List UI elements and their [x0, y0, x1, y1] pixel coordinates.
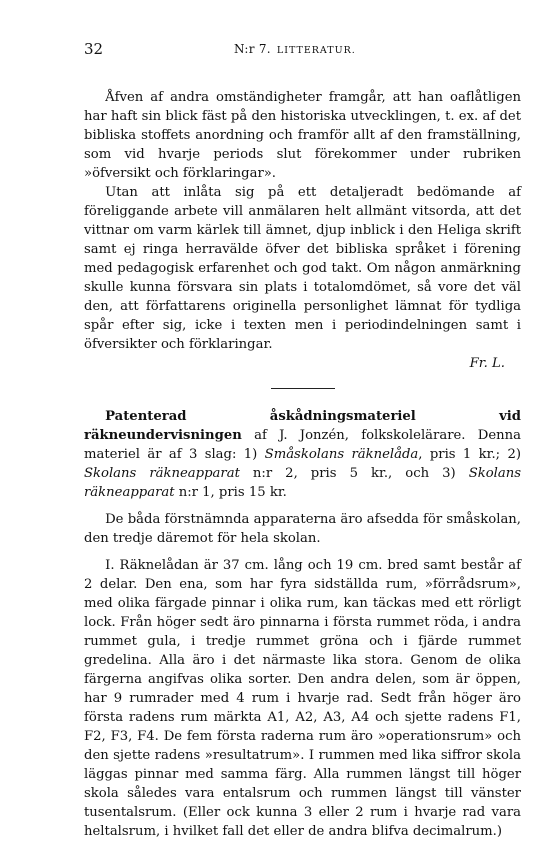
- paragraph-gap: [84, 548, 521, 556]
- review-paragraph: Utan att inlåta sig på ett detaljeradt bedömande af föreliggande arbete vill anmälaren helt allmänt vitsorda, att det vittnar om varm kärlek till ämnet, djup inblick i den Heliga skrift samt ej ringa herravälde öfver det bibliska språket i förening med pedagogisk erfarenhet och god takt. Om någon anmärkning skulle kunna försvara sin plats i totalomdömet, så vore det väl den, att författarens originella personlighet lämnat för tydliga spår efter sig, icke i texten men i periodindelningen samt i öfversikter och förklaringar.: [84, 185, 521, 352]
- paragraph-gap: [84, 502, 521, 510]
- notice-item-price: n:r 2, pris 5 kr., och 3): [239, 466, 469, 481]
- section-title: LITTERATUR.: [276, 45, 356, 56]
- notice-item-price: n:r 1, pris 15 kr.: [174, 485, 287, 500]
- running-head: [234, 42, 356, 56]
- issue-number: N:r 7.: [234, 42, 271, 56]
- notice-intro-text: , folkskolelärare. Denna materiel är af 3 slag: 1): [84, 428, 521, 462]
- page-header: [84, 40, 521, 58]
- notice-item-title: Skolans räkneapparat: [84, 466, 240, 481]
- notice-intro-text: af: [241, 428, 280, 443]
- notice-paragraph: De båda förstnämnda apparaterna äro afsedda för småskolan, den tredje däremot för hela skolan.: [84, 512, 521, 546]
- notice-item-title: Småskolans räknelåda: [264, 447, 419, 462]
- section-divider: [271, 388, 335, 389]
- review-section: [84, 88, 521, 373]
- notice-item-price: , pris 1 kr.; 2): [418, 447, 521, 462]
- notice-paragraph: I. Räknelådan är 37 cm. lång och 19 cm. bred samt består af 2 delar. Den ena, som har fyra sidställda rum, »förrådsrum», med olika färgade pinnar i olika rum, kan täckas med ett rörligt lock. Från höger sedt äro pinnarna i första rummet röda, i andra rummet gula, i tredje rummet gröna och i fjärde rummet gredelina. Alla äro i det närmaste lika stora. Genom de olika färgerna angifvas olika sorter. Den andra delen, som är öppen, har 9 rumrader med 4 rum i hvarje rad. Sedt från höger äro första radens rum märkta A1, A2, A3, A4 och sjette radens F1, F2, F3, F4. De fem första raderna rum äro »operationsrum» och den sjette radens »resultatrum». I rummen med lika siffror skola läggas pinnar med samma färg. Alla rummen längst till höger skola således vara entalsrum och rummen längst till vänster tusentalsrum. (Eller ock kunna 3 eller 2 rum i hvarje rad vara heltalsrum, i hvilket fall det eller de andra blifva decimalrum.): [84, 558, 521, 839]
- notice-item-title: Skolans räkneapparat: [84, 466, 521, 500]
- notice-intro: [84, 407, 521, 502]
- page-number: 32: [84, 40, 104, 58]
- notice-section: [84, 407, 521, 841]
- notice-title: Patenterad åskådningsmateriel vid räkneundervisningen: [84, 409, 521, 443]
- review-signature: Fr. L.: [469, 356, 505, 371]
- notice-author: J. Jonzén: [279, 428, 345, 443]
- review-paragraph: Åfven af andra omständigheter framgår, att han oaflåtligen har haft sin blick fäst på den historiska utvecklingen, t. ex. af det bibliska stoffets anordning och framför allt af den framställning, som vid hvarje periods slut förekommer under rubriken »öfversikt och förklaringar».: [84, 90, 521, 181]
- page: [84, 40, 521, 841]
